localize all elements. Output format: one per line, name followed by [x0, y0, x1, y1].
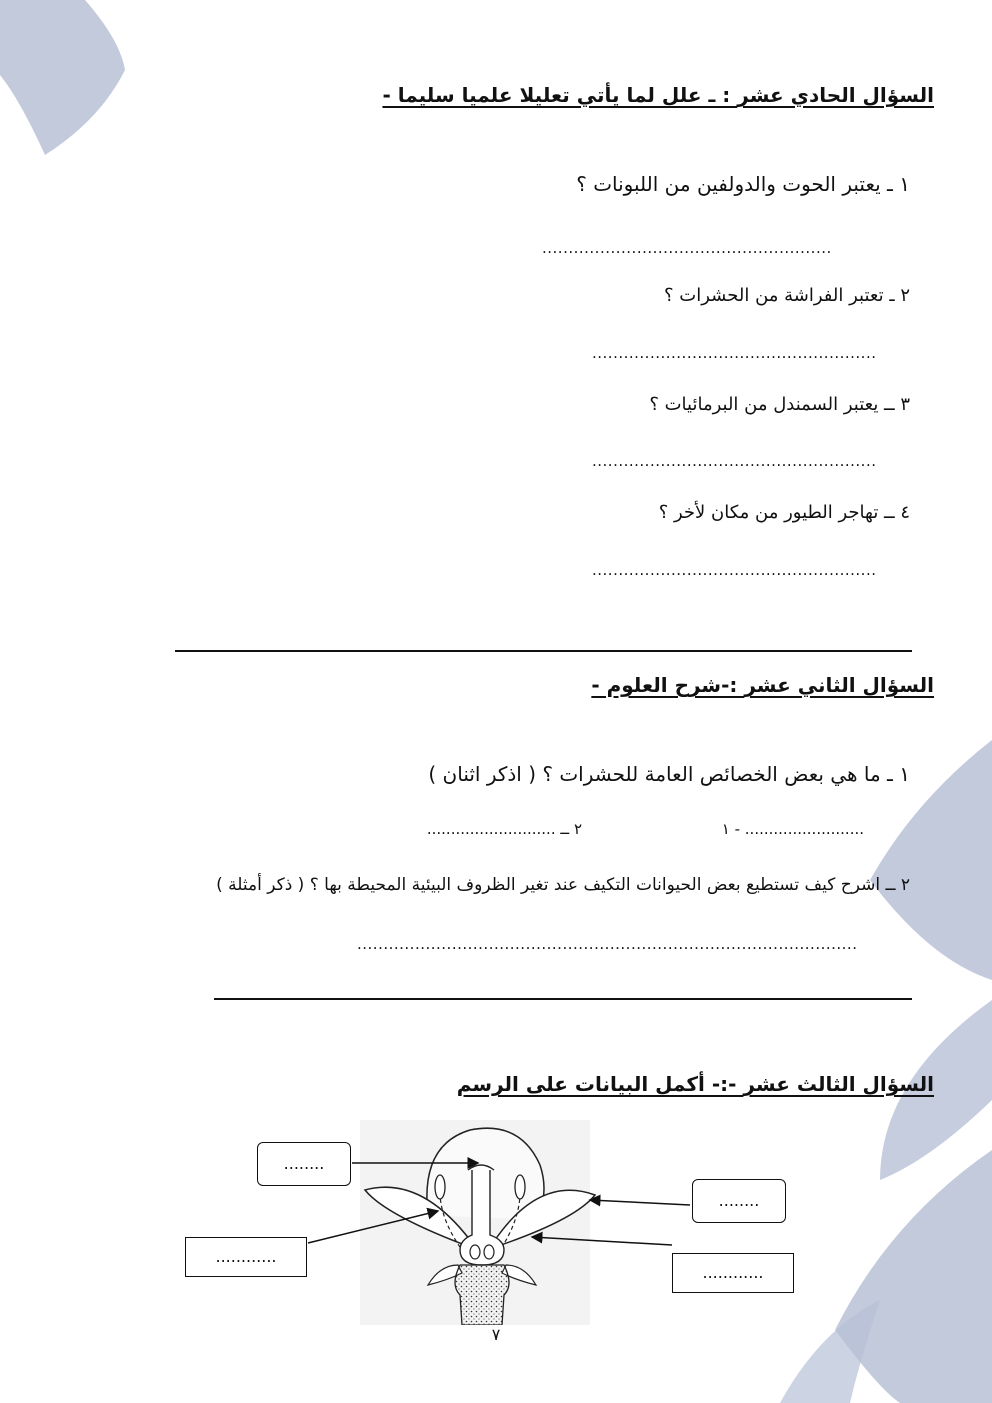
section-divider-2 [214, 998, 912, 1000]
q12-sub-answer-1[interactable]: ١ - ......................... [721, 820, 864, 838]
q13-heading-title: السؤال الثالث عشر [743, 1072, 934, 1096]
q11-answer-4[interactable]: ...................................................... [592, 561, 877, 579]
q11-item-4: ٤ ــ تهاجر الطيور من مكان لأخر ؟ [658, 502, 910, 523]
q12-item-1: ١ ـ ما هي بعض الخصائص العامة للحشرات ؟ ( اذكر اثنان ) [428, 762, 910, 786]
q11-answer-3[interactable]: ...................................................... [592, 452, 877, 470]
q11-item-1: ١ ـ يعتبر الحوت والدولفين من اللبونات ؟ [576, 172, 910, 196]
q13-heading-rest: -:- أكمل البيانات على الرسم [456, 1072, 744, 1096]
q11-item-2: ٢ ـ تعتبر الفراشة من الحشرات ؟ [664, 285, 910, 306]
label-box-top-right[interactable]: ........ [692, 1179, 786, 1223]
q11-answer-2[interactable]: ...................................................... [592, 344, 877, 362]
q12-sub-answer-2[interactable]: ٢ ــ ........................... [426, 820, 582, 838]
q13-heading [457, 1072, 934, 1096]
q12-answer-2[interactable]: ............................................................................................... [357, 935, 858, 953]
page-number: ٧ [491, 1325, 501, 1344]
q12-heading-rest: :-شرح العلوم - [591, 673, 745, 697]
label-box-bottom-left[interactable]: ............ [185, 1237, 307, 1277]
q12-heading [591, 673, 934, 697]
q11-heading [382, 83, 934, 107]
q12-heading-title: السؤال الثاني عشر [744, 673, 934, 697]
q11-answer-1[interactable]: ....................................................... [542, 239, 832, 257]
receptacle [455, 1265, 509, 1325]
section-divider-1 [175, 650, 912, 652]
q11-heading-rest: : ـ علل لما يأتي تعليلا علميا سليما - [382, 83, 738, 107]
q11-item-3: ٣ ــ يعتبر السمندل من البرمائيات ؟ [649, 394, 910, 415]
label-box-top-left[interactable]: ........ [257, 1142, 351, 1186]
label-box-bottom-right[interactable]: ............ [672, 1253, 794, 1293]
q11-heading-title: السؤال الحادي عشر [737, 83, 934, 107]
q12-item-2: ٢ ــ اشرح كيف تستطيع بعض الحيوانات التكيف عند تغير الظروف البيئية المحيطة بها ؟ ( ذكر أمثلة ) [216, 875, 910, 895]
